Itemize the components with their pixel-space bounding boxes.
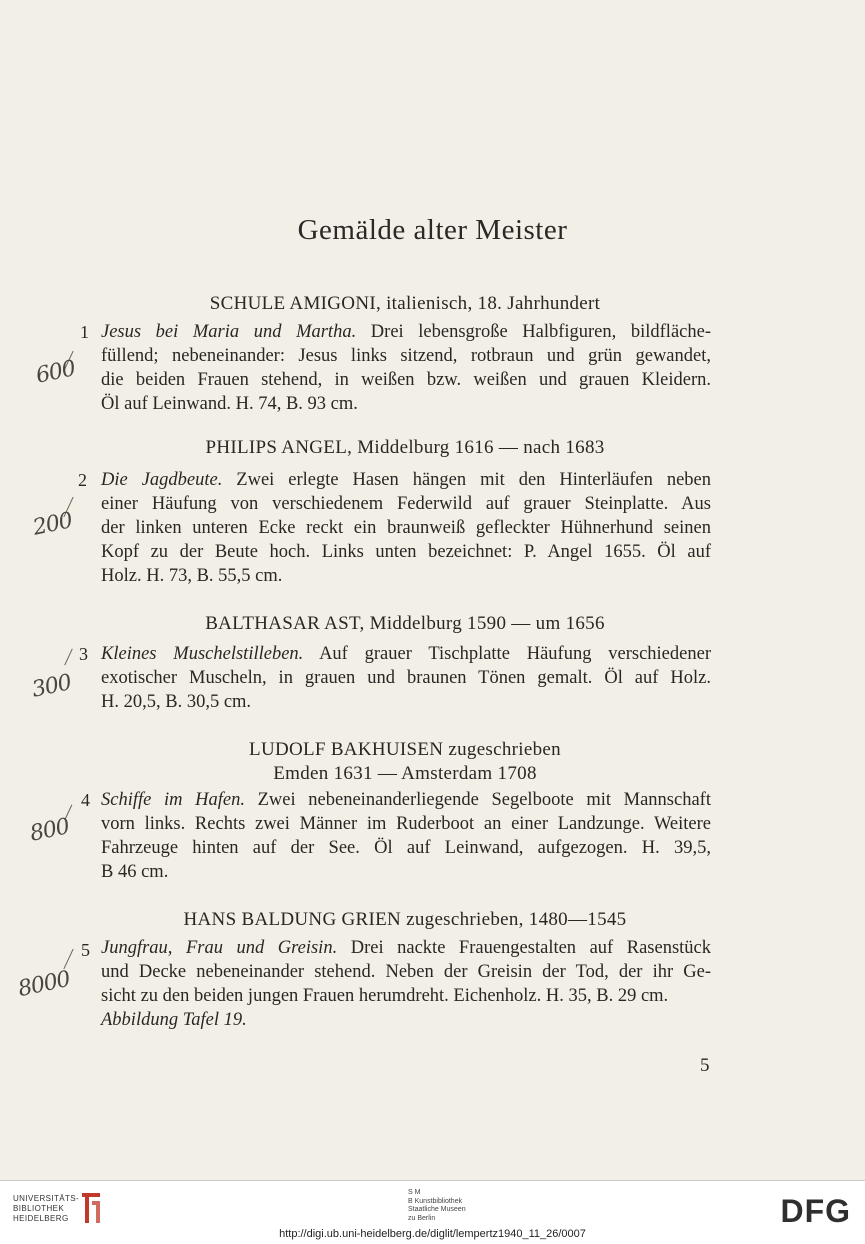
handwritten-price: 300 [29,670,74,703]
handwritten-price: 800 [27,814,72,847]
university-emblem-icon [80,1191,102,1225]
lot-title: Jesus bei Maria und Martha. [101,322,357,342]
page-number: 5 [700,1055,710,1076]
lot-number: 2 [78,470,87,490]
handwritten-price: 200 [30,508,75,541]
lot-number: 3 [79,644,88,664]
artist-heading: LUDOLF BAKHUISEN zugeschrieben [249,739,561,760]
lot-number: 4 [81,790,90,810]
lot-description: Jesus bei Maria und Martha. Drei lebensgroße Halbfiguren, bildfläche- füllend; nebeneinander: Jesus links sitzend, rotbraun und grün gewandet, die beiden Frauen stehend, in weißen bzw. weißen und grauen Kleidern. Öl auf Leinwand. H. 74, B. 93 cm. [101,322,711,414]
lot-number: 1 [80,322,89,342]
museum-logo[interactable]: S M B Kunstbibliothek Staatliche Museen zu Berlin [408,1189,466,1222]
page-title: Gemälde alter Meister [297,214,568,246]
artist-heading: BALTHASAR AST, Middelburg 1590 — um 1656 [205,613,605,634]
pencil-mark [64,649,73,666]
lot-description: Die Jagdbeute. Zwei erlegte Hasen hängen mit den Hinterläufen neben einer Häufung von verschiedenem Federwild auf grauer Steinplatte. Aus der linken unteren Ecke reckt ein braunweiß gefleckter Hühnerhund seinen Kopf zu der Beute hoch. Links unten bezeichnet: P. Angel 1655. Öl auf Holz. H. 73, B. 55,5 cm. [101,470,711,586]
lot-description: Schiffe im Hafen. Zwei nebeneinanderliegende Segelboote mit Mannschaft vorn links. Rechts zwei Männer im Ruderboot an einer Landzunge. Weitere Fahrzeuge hinten auf der See. Öl auf Leinwand, aufgezogen. H. 39,5, B 46 cm. [101,790,711,882]
handwritten-price: 8000 [15,966,73,1003]
artist-heading: HANS BALDUNG GRIEN zugeschrieben, 1480—1545 [183,909,627,930]
illustration-reference: Abbildung Tafel 19. [101,1010,247,1030]
lot-title: Jungfrau, Frau und Greisin. [101,938,338,958]
handwritten-price: 600 [33,356,78,389]
dfg-logo[interactable]: DFG [780,1193,851,1229]
lot-number: 5 [81,940,90,960]
artist-heading: PHILIPS ANGEL, Middelburg 1616 — nach 1683 [205,437,605,458]
artist-dates: Emden 1631 — Amsterdam 1708 [273,763,537,784]
lot-title: Schiffe im Hafen. [101,790,245,810]
lot-title: Kleines Muschelstilleben. [101,644,304,664]
lot-title: Die Jagdbeute. [101,470,223,490]
lot-description: Jungfrau, Frau und Greisin. Drei nackte Frauengestalten auf Rasenstück und Decke nebeneinander stehend. Neben der Greisin der Tod, der ihr Ge- sicht zu den beiden jungen Frauen herumdreht. Eichenholz. H. 35, B. 29 cm. Abbildung Tafel 19. [101,938,711,1030]
artist-heading: SCHULE AMIGONI, italienisch, 18. Jahrhundert [209,293,601,314]
university-library-logo[interactable]: UNIVERSITÄTS- BIBLIOTHEK HEIDELBERG [13,1194,80,1223]
lot-description: Kleines Muschelstilleben. Auf grauer Tischplatte Häufung verschiedener exotischer Muscheln, in grauen und braunen Tönen gemalt. Öl auf Holz. H. 20,5, B. 30,5 cm. [101,644,711,712]
permalink-url[interactable]: http://digi.ub.uni-heidelberg.de/diglit/lempertz1940_11_26/0007 [279,1228,586,1240]
